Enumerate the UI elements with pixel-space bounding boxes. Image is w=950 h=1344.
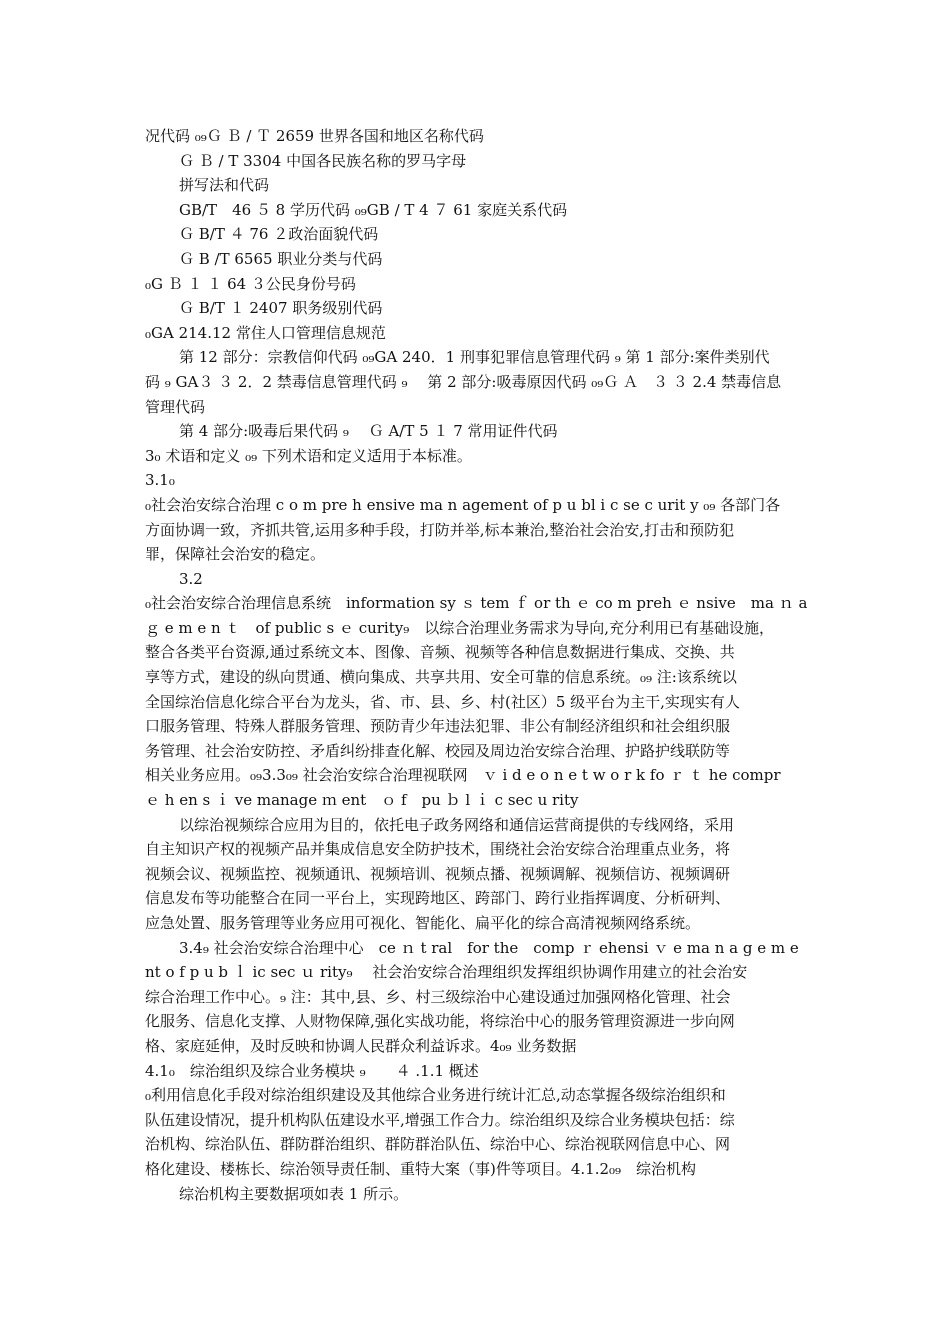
text-line: 罪，保障社会治安的稳定。 — [145, 545, 326, 564]
text-line: 3.2 — [179, 569, 203, 588]
text-line: Ｇ B/T １ 2407 职务级别代码 — [179, 299, 383, 318]
text-line: Ｇ Ｂ / T 3304 中国各民族名称的罗马字母 — [179, 151, 467, 170]
text-line: 整合各类平台资源,通过系统文本、图像、音频、视频等各种信息数据进行集成、交换、共 — [145, 643, 735, 662]
text-line: 综合治理工作中心。₉ 注：其中,县、乡、村三级综治中心建设通过加强网格化管理、社会 — [145, 987, 731, 1006]
text-line: ₀社会治安综合治理 c o m pre h ensive ma n agement of p u bl i c se c urit y ₀₉ 各部门各 — [145, 495, 781, 514]
text-line: 第 12 部分：宗教信仰代码 ₀₉GA 240．1 刑事犯罪信息管理代码 ₉ 第 1 部分:案件类别代 — [179, 348, 770, 367]
text-line: 全国综治信息化综合平台为龙头，省、市、县、乡、村(社区）5 级平台为主干,实现实有人 — [145, 692, 740, 711]
text-line: 口服务管理、特殊人群服务管理、预防青少年违法犯罪、非公有制经济组织和社会组织服 — [145, 717, 731, 736]
text-line: ｅ h en s ｉ ve manage ｍ ent ｏ f pu ｂ l ｉ c sec u rity — [145, 791, 579, 810]
text-line: 3.4₉ 社会治安综合治理中心 ce ｎ t ral for the comp ｒ ehensi ｖ e ma n a g e m e — [179, 938, 799, 957]
text-line: 享等方式，建设的纵向贯通、横向集成、共享共用、安全可靠的信息系统。₀₉ 注:该系统以 — [145, 668, 737, 687]
text-line: 化服务、信息化支撑、人财物保障,强化实战功能，将综治中心的服务管理资源进一步向网 — [145, 1012, 735, 1031]
text-line: ₀GA 214.12 常住人口管理信息规范 — [145, 323, 386, 342]
text-line: Ｇ B/T ４ 76 ２政治面貌代码 — [179, 225, 379, 244]
text-line: 以综治视频综合应用为目的，依托电子政务网络和通信运营商提供的专线网络，采用 — [179, 815, 735, 834]
text-line: Ｇ B /T 6565 职业分类与代码 — [179, 249, 383, 268]
text-line: ₀利用信息化手段对综治组织建设及其他综合业务进行统计汇总,动态掌握各级综治组织和 — [145, 1086, 726, 1105]
text-line: ｇ e m e n ｔ of public s ｅ curity₉ 以综合治理业务需求为导向,充分利用已有基础设施， — [145, 618, 775, 637]
text-line: 格、家庭延伸，及时反映和协调人民群众利益诉求。4₀₉ 业务数据 — [145, 1036, 577, 1055]
text-line: 码 ₉ GA３ ３ 2．2 禁毒信息管理代码 ₉ 第 2 部分:吸毒原因代码 ₀₉Ｇ Ａ ３ ３ 2.4 禁毒信息 — [145, 372, 782, 391]
text-line: 4.1₀ 综治组织及综合业务模块 ₉ ４ .1.1 概述 — [145, 1061, 479, 1080]
document-page — [145, 124, 810, 1206]
text-line: 方面协调一致，齐抓共管,运用多种手段，打防并举,标本兼治,整治社会治安,打击和预防犯 — [145, 520, 735, 539]
text-line: 相关业务应用。₀₉3.3₀₉ 社会治安综合治理视联网 ｖ i d e o n e t w o r k fo ｒ ｔ he compr — [145, 766, 781, 785]
text-line: GB/T 46 ５ 8 学历代码 ₀₉GB / T 4 ７ 61 家庭关系代码 — [179, 200, 568, 219]
text-line: 3.1₀ — [145, 471, 175, 490]
text-line: 自主知识产权的视频产品并集成信息安全防护技术，围绕社会治安综合治理重点业务，将 — [145, 840, 731, 859]
text-line: 第 4 部分:吸毒后果代码 ₉ Ｇ A/T 5 １ 7 常用证件代码 — [179, 422, 558, 441]
text-line: 应急处置、服务管理等业务应用可视化、智能化、扁平化的综合高清视频网络系统。 — [145, 914, 701, 932]
text-line: 3₀ 术语和定义 ₀₉ 下列术语和定义适用于本标准。 — [145, 446, 472, 465]
text-line: 治机构、综治队伍、群防群治组织、群防群治队伍、综治中心、综治视联网信息中心、网 — [145, 1135, 731, 1154]
text-line: 格化建设、楼栋长、综治领导责任制、重特大案（事)件等项目。4.1.2₀₉ 综治机构 — [145, 1159, 697, 1178]
text-line: nt o f p u b ｌ ic sec ｕ rity₉ 社会治安综合治理组织发挥组织协调作用建立的社会治安 — [145, 963, 748, 982]
text-line: 综治机构主要数据项如表 1 所示。 — [179, 1184, 409, 1203]
text-line: 队伍建设情况，提升机构队伍建设水平,增强工作合力。综治组织及综合业务模块包括：综 — [145, 1110, 735, 1129]
text-line: 管理代码 — [145, 397, 206, 416]
text-line: ₀社会治安综合治理信息系统 information sy ｓ tem ｆ or th ｅ co m preh ｅ nsive ma ｎ a — [145, 594, 808, 613]
text-line: 视频会议、视频监控、视频通讯、视频培训、视频点播、视频调解、视频信访、视频调研 — [145, 864, 731, 883]
text-line: 信息发布等功能整合在同一平台上，实现跨地区、跨部门、跨行业指挥调度、分析研判、 — [145, 889, 731, 908]
text-line: 拼写法和代码 — [179, 176, 270, 195]
text-line: 务管理、社会治安防控、矛盾纠纷排查化解、校园及周边治安综合治理、护路护线联防等 — [145, 741, 731, 760]
text-line: ₀G Ｂ １ １ 64 ３公民身份号码 — [145, 274, 356, 293]
text-line: 况代码 ₀₉Ｇ Ｂ / Ｔ 2659 世界各国和地区名称代码 — [145, 127, 484, 145]
